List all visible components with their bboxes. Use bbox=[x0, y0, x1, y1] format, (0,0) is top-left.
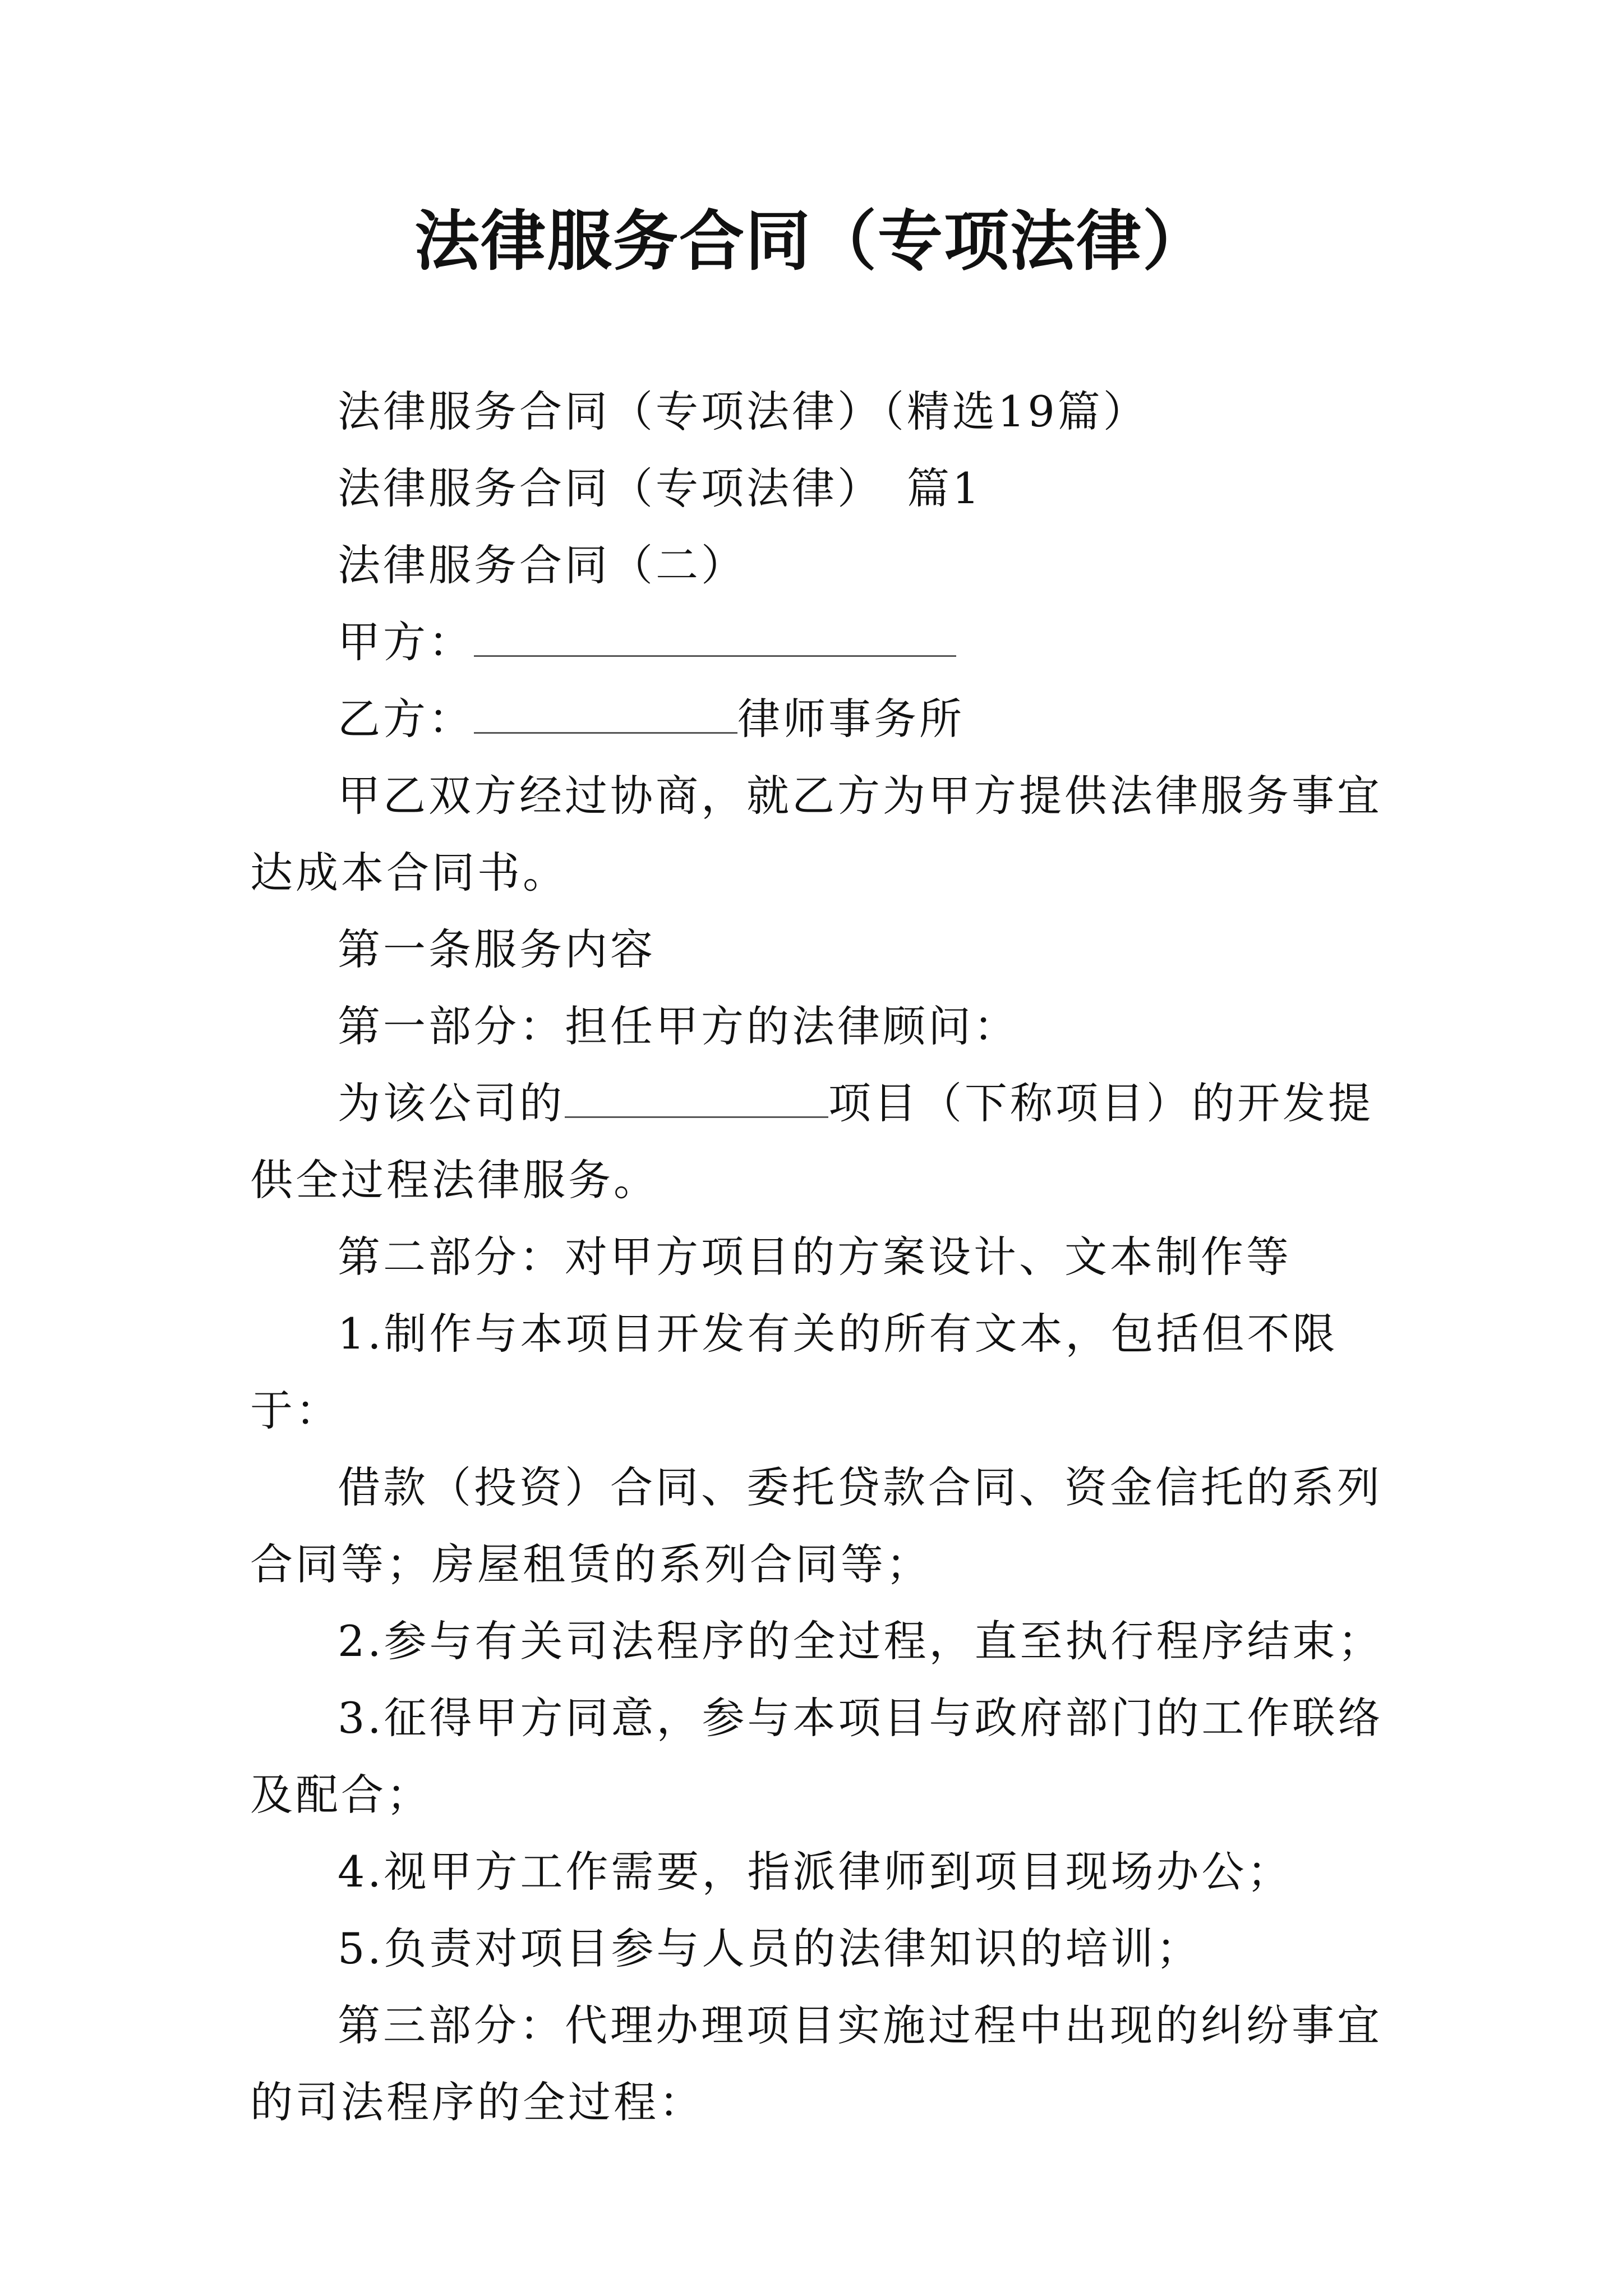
project-post-text: 项目（下称项目）的开发提供全过程法律服务。 bbox=[250, 1078, 1373, 1205]
paragraph-part-2: 第二部分：对甲方项目的方案设计、文本制作等 bbox=[338, 1232, 1292, 1282]
party-a-blank[interactable] bbox=[474, 616, 956, 657]
paragraph-collection-title: 法律服务合同（专项法律）（精选19篇） bbox=[338, 386, 1149, 436]
party-a-label: 甲方： bbox=[338, 617, 474, 667]
paragraph-contract-subtitle: 法律服务合同（二） bbox=[338, 540, 746, 590]
paragraph-part-1: 第一部分：担任甲方的法律顾问： bbox=[338, 1001, 1019, 1051]
party-b-blank[interactable] bbox=[474, 693, 737, 734]
document-body bbox=[250, 373, 1389, 2141]
paragraph-item-4: 4.视甲方工作需要，指派律师到项目现场办公； bbox=[338, 1847, 1293, 1897]
project-pre-text: 为该公司的 bbox=[338, 1078, 565, 1128]
paragraph-article-1: 第一条服务内容 bbox=[338, 924, 656, 974]
paragraph-contract-list: 借款（投资）合同、委托贷款合同、资金信托的系列合同等；房屋租赁的系列合同等； bbox=[250, 1462, 1382, 1589]
paragraph-part-3: 第三部分：代理办理项目实施过程中出现的纠纷事宜的司法程序的全过程： bbox=[250, 2000, 1382, 2127]
document-title: 法律服务合同（专项法律） bbox=[414, 203, 1209, 279]
paragraph-agreement: 甲乙双方经过协商，就乙方为甲方提供法律服务事宜达成本合同书。 bbox=[250, 771, 1382, 898]
paragraph-item-2: 2.参与有关司法程序的全过程，直至执行程序结束； bbox=[338, 1616, 1384, 1666]
party-a-line bbox=[250, 604, 1389, 680]
paragraph-item-5: 5.负责对项目参与人员的法律知识的培训； bbox=[338, 1924, 1202, 1973]
paragraph-project-service bbox=[250, 1065, 1389, 1218]
party-b-line bbox=[250, 680, 1389, 757]
paragraph-item-3: 3.征得甲方同意，参与本项目与政府部门的工作联络及配合； bbox=[250, 1693, 1384, 1820]
paragraph-item-1: 1.制作与本项目开发有关的所有文本，包括但不限于： bbox=[250, 1309, 1338, 1435]
party-b-suffix: 律师事务所 bbox=[737, 694, 965, 744]
party-b-label: 乙方： bbox=[338, 694, 474, 744]
project-name-blank[interactable] bbox=[565, 1077, 828, 1118]
paragraph-article-heading: 法律服务合同（专项法律） 篇1 bbox=[338, 463, 983, 513]
